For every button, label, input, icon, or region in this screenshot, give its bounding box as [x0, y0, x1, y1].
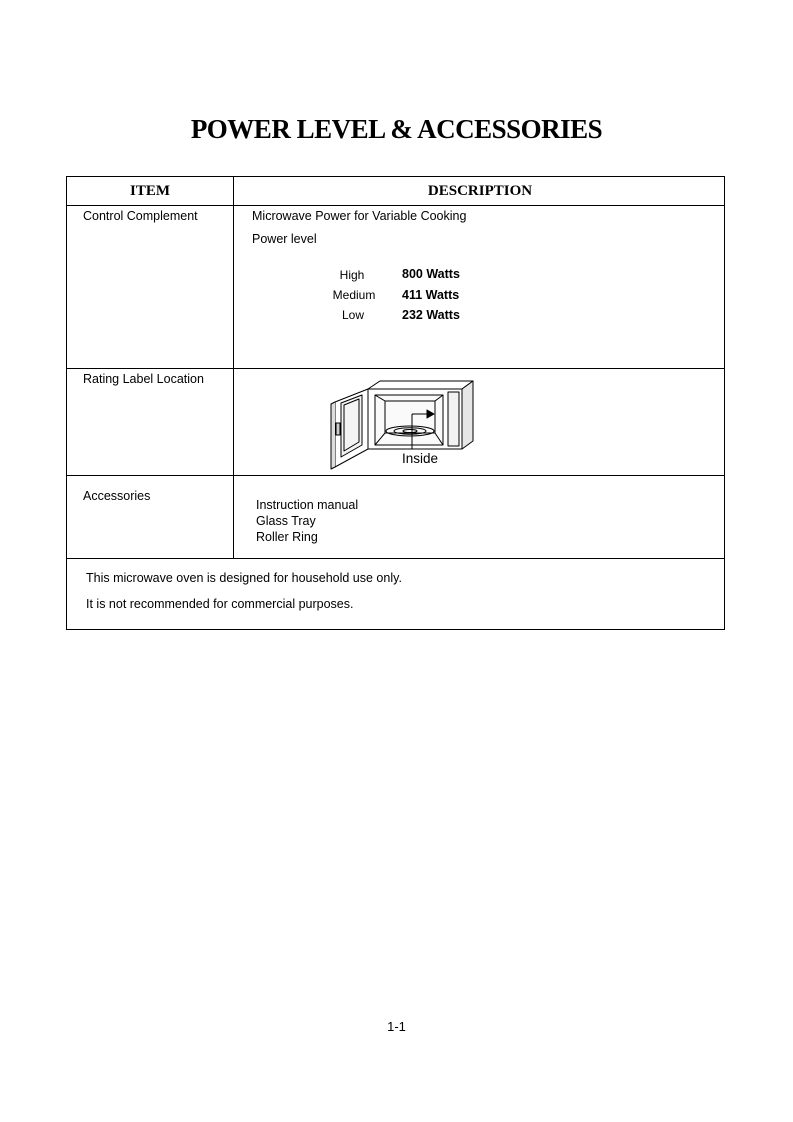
item-accessories: Accessories: [83, 489, 151, 503]
accessory-list-item: Glass Tray: [256, 514, 316, 528]
desc-variable-cooking: Microwave Power for Variable Cooking: [252, 209, 467, 223]
header-divider: [67, 205, 724, 206]
power-level-value: 411 Watts: [402, 288, 460, 302]
accessory-list-item: Roller Ring: [256, 530, 318, 544]
accessory-list-item: Instruction manual: [256, 498, 359, 512]
item-rating-label-location: Rating Label Location: [83, 372, 204, 386]
column-divider: [233, 177, 234, 558]
usage-note-household: This microwave oven is designed for household use only.: [86, 571, 402, 585]
page-number: 1-1: [387, 1019, 406, 1034]
power-level-value: 800 Watts: [402, 267, 460, 281]
row-divider-control: [67, 368, 724, 369]
power-level-name: Medium: [332, 288, 376, 302]
row-divider-rating: [67, 475, 724, 476]
row-divider-accessories: [67, 558, 724, 559]
item-control-complement: Control Complement: [83, 209, 198, 223]
power-level-name: High: [339, 268, 365, 282]
rating-label-callout: Inside: [402, 451, 439, 466]
power-level-name: Low: [341, 308, 364, 322]
desc-power-level: Power level: [252, 232, 317, 246]
header-item: ITEM: [129, 183, 170, 199]
specification-table: [66, 176, 725, 630]
usage-note-commercial: It is not recommended for commercial purposes.: [86, 597, 354, 611]
header-description: DESCRIPTION: [427, 183, 533, 199]
power-level-value: 232 Watts: [402, 308, 460, 322]
page-title: POWER LEVEL & ACCESSORIES: [190, 114, 603, 144]
